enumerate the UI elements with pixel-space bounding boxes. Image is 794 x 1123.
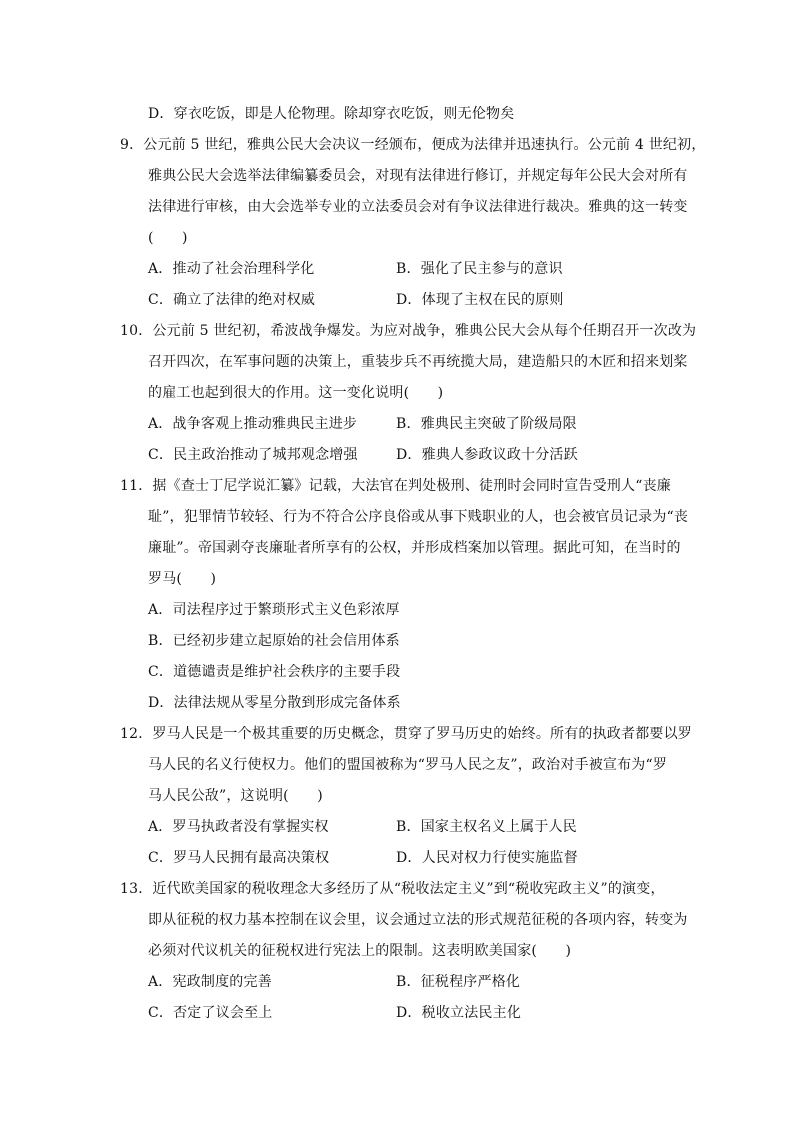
q9-option-d: D．体现了主权在民的原则: [396, 292, 564, 308]
q13-option-a: A．宪政制度的完善: [148, 974, 272, 990]
q12-stem-line-2: 马人民的名义行使权力。他们的盟国被称为“罗马人民之友”，政治对手被宣布为“罗: [148, 757, 668, 773]
q9-option-a: A．推动了社会治理科学化: [148, 261, 315, 277]
q11-option-c: C．道德谴责是维护社会秩序的主要手段: [148, 664, 401, 680]
q10-option-d: D．雅典人参政议政十分活跃: [396, 447, 578, 463]
q10-stem-line-1: 10．公元前 5 世纪初，希波战争爆发。为应对战争，雅典公民大会从每个任期召开一次改为: [120, 323, 697, 339]
q13-option-b: B．征税程序严格化: [396, 974, 521, 990]
q9-stem-line-2: 雅典公民大会选举法律编纂委员会，对现有法律进行修订，并规定每年公民大会对所有: [148, 168, 688, 184]
q12-option-a: A．罗马执政者没有掌握实权: [148, 819, 329, 835]
prev-option-d: D．穿衣吃饭，即是人伦物理。除却穿衣吃饭，则无伦物矣: [148, 106, 515, 122]
q11-stem-line-3: 廉耻”。帝国剥夺丧廉耻者所享有的公权，并形成档案加以管理。据此可知，在当时的: [148, 540, 681, 556]
q11-stem-line-4: 罗马( ): [148, 571, 217, 587]
q13-stem-line-1: 13．近代欧美国家的税收理念大多经历了从“税收法定主义”到“税收宪政主义”的演变，: [120, 881, 665, 897]
q9-option-b: B．强化了民主参与的意识: [396, 261, 563, 277]
q11-option-d: D．法律法规从零星分散到形成完备体系: [148, 695, 401, 711]
q12-stem-line-3: 马人民公敌”，这说明( ): [148, 788, 323, 804]
q10-option-b: B．雅典民主突破了阶级局限: [396, 416, 577, 432]
q12-option-c: C．罗马人民拥有最高决策权: [148, 850, 330, 866]
q11-option-a: A．司法程序过于繁琐形式主义色彩浓厚: [148, 602, 400, 618]
q10-option-a: A．战争客观上推动雅典民主进步: [148, 416, 358, 432]
q13-option-c: C．否定了议会至上: [148, 1005, 273, 1021]
q11-stem-line-2: 耻”，犯罪情节较轻、行为不符合公序良俗或从事下贱职业的人，也会被官员记录为“丧: [148, 509, 689, 525]
q9-stem-line-1: 9．公元前 5 世纪，雅典公民大会决议一经颁布，便成为法律并迅速执行。公元前 4 世纪初，: [120, 137, 706, 153]
q10-stem-line-3: 的雇工也起到很大的作用。这一变化说明( ): [148, 385, 444, 401]
q12-stem-line-1: 12．罗马人民是一个极其重要的历史概念，贯穿了罗马历史的始终。所有的执政者都要以罗: [120, 726, 693, 742]
q9-stem-line-3: 法律进行审核，由大会选举专业的立法委员会对有争议法律进行裁决。雅典的这一转变: [148, 199, 688, 215]
q13-stem-line-3: 必须对代议机关的征税权进行宪法上的限制。这表明欧美国家( ): [148, 943, 572, 959]
q10-stem-line-2: 召开四次，在军事问题的决策上，重装步兵不再统揽大局，建造船只的木匠和招来划桨: [148, 354, 688, 370]
q12-option-b: B．国家主权名义上属于人民: [396, 819, 577, 835]
q9-stem-line-4: ( ): [148, 230, 188, 246]
q13-stem-line-2: 即从征税的权力基本控制在议会里，议会通过立法的形式规范征税的各项内容，转变为: [148, 912, 688, 928]
q9-option-c: C．确立了法律的绝对权威: [148, 292, 316, 308]
q10-option-c: C．民主政治推动了城邦观念增强: [148, 447, 358, 463]
q11-option-b: B．已经初步建立起原始的社会信用体系: [148, 633, 400, 649]
q13-option-d: D．税收立法民主化: [396, 1005, 522, 1021]
q12-option-d: D．人民对权力行使实施监督: [396, 850, 578, 866]
q11-stem-line-1: 11．据《查士丁尼学说汇纂》记载，大法官在判处极刑、徒刑时会同时宣告受刑人“丧廉: [120, 478, 671, 494]
